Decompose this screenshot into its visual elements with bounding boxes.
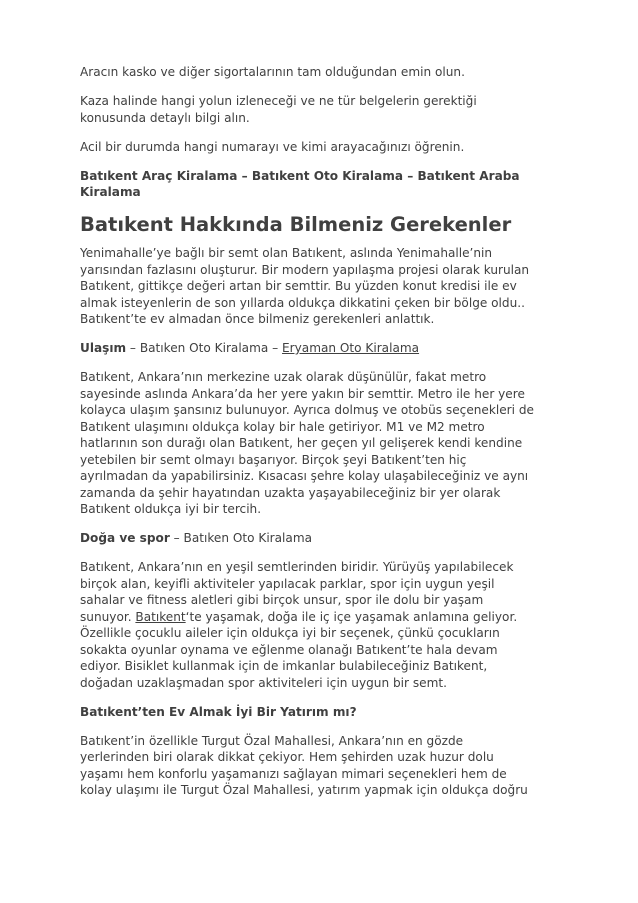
- transport-mid: – Batıken Oto Kiralama –: [126, 341, 283, 355]
- text-line: Kaza halinde hangi yolun izleneceği ve ne tür belgelerin gerektiği: [80, 94, 477, 108]
- nature-mid: – Batıken Oto Kiralama: [169, 531, 313, 545]
- text-line: Batıkent Araç Kiralama – Batıkent Oto Kiralama – Batıkent Araba: [80, 168, 520, 183]
- text-line: kolayca ulaşım şansınız bulunuyor. Ayrıca dolmuş ve otobüs seçenekleri de: [80, 403, 534, 417]
- text-line: sahalar ve fitness aletleri gibi birçok unsur, spor ile dolu bir yaşam: [80, 593, 484, 607]
- text-line: Batıkent’ten Ev Almak İyi Bir Yatırım mı?: [80, 704, 357, 719]
- text-line: almak isteyenlerin de son yıllarda oldukça dikkatini çeken bir bölge oldu..: [80, 295, 525, 310]
- paragraph-intro: [80, 245, 570, 328]
- text-line: Özellikle çocuklu aileler için oldukça iyi bir seçenek, çünkü çocukların: [80, 626, 500, 640]
- text-line: [80, 340, 570, 357]
- text-line: Batıkent, Ankara’nın merkezine uzak olarak düşünülür, fakat metro: [80, 370, 487, 384]
- text-line: yetebilen bir semt olmayı başarıyor. Birçok şeyi Batıkent’ten hiç: [80, 452, 467, 467]
- text-line: yaşamı hem konforlu yaşamanızı sağlayan mimari seçenekleri hem de: [80, 766, 507, 781]
- text-line: ediyor. Bisiklet kullanmak için de imkanlar bulabileceğiniz Batıkent,: [80, 659, 488, 673]
- text-line: Batıkent, gittikçe değeri artan bir semttir. Bu yüzden konut kredisi ile ev: [80, 279, 517, 293]
- text-line: Batıkent, Ankara’nın en yeşil semtlerinden biridir. Yürüyüş yapılabilecek: [80, 560, 514, 574]
- text-line: Acil bir durumda hangi numarayı ve kimi arayacağınızı öğrenin.: [80, 139, 465, 154]
- text-line: konusunda detaylı bilgi alın.: [80, 110, 250, 125]
- paragraph-investment: [80, 733, 570, 799]
- text-line: Batıkent ulaşımını oldukça kolay bir hale getiriyor. M1 ve M2 metro: [80, 419, 485, 434]
- transport-subheading: [80, 340, 570, 357]
- text-line: [80, 609, 570, 626]
- text-line: ayrılmadan da yapabilirsiniz. Kısacası şehre kolay ulaşabileceğiniz ve aynı: [80, 469, 529, 483]
- investment-subheading: [80, 704, 570, 721]
- text-line: Batıkent’te ev almadan önce bilmeniz gerekenleri anlattık.: [80, 312, 435, 326]
- eryaman-oto-kiralama-link[interactable]: Eryaman Oto Kiralama: [282, 341, 420, 355]
- paragraph-accident: [80, 93, 570, 126]
- text-line: sayesinde aslında Ankara’da her yere yakın bir semttir. Metro ile her yere: [80, 386, 525, 401]
- paragraph-nature: [80, 559, 570, 691]
- text-line: Batıkent’in özellikle Turgut Özal Mahallesi, Ankara’nın en gözde: [80, 733, 464, 748]
- batikent-link[interactable]: Batıkent: [135, 609, 186, 624]
- text-line: kolay ulaşımı ile Turgut Özal Mahallesi, yatırım yapmak için oldukça doğru: [80, 783, 528, 797]
- text-line: Kiralama: [80, 185, 141, 199]
- transport-title: Ulaşım: [80, 341, 127, 355]
- nature-subheading: [80, 530, 570, 547]
- text-line: sokakta oyunlar oynama ve eğlenme olanağı Batıkent’te hala devam: [80, 642, 498, 657]
- text-line: [80, 530, 570, 547]
- text-line: Batıkent oldukça iyi bir tercih.: [80, 502, 262, 516]
- text-line: zamanda da şehir hayatından uzakta yaşayabileceğiniz bir yer olarak: [80, 485, 501, 500]
- text-line: Aracın kasko ve diğer sigortalarının tam olduğundan emin olun.: [80, 65, 465, 79]
- nature-l4-pre: sunuyor.: [80, 609, 136, 624]
- text-line: doğadan uzaklaşmadan spor aktiviteleri için uygun bir semt.: [80, 675, 447, 690]
- paragraph-insurance: [80, 64, 570, 81]
- text-line: birçok alan, keyifli aktiviteler yapılacak parklar, spor için uygun yeşil: [80, 576, 495, 591]
- text-line: yerlerinden biri olarak dikkat çekiyor. Hem şehirden uzak huzur dolu: [80, 750, 494, 764]
- keywords-paragraph: [80, 168, 570, 201]
- text-line: hatlarının son durağı olan Batıkent, her geçen yıl gelişerek kendi kendine: [80, 436, 523, 450]
- text-line: Yenimahalle’ye bağlı bir semt olan Batıkent, aslında Yenimahalle’nin: [80, 246, 493, 260]
- text-line: yarısından fazlasını oluşturur. Bir modern yapılaşma projesi olarak kurulan: [80, 262, 530, 277]
- document-body: [80, 64, 570, 811]
- paragraph-transport: [80, 369, 570, 518]
- section-heading: Batıkent Hakkında Bilmeniz Gerekenler: [80, 213, 512, 236]
- paragraph-emergency: [80, 139, 570, 156]
- nature-l4-post: ‘te yaşamak, doğa ile iç içe yaşamak anlamına geliyor.: [185, 609, 518, 624]
- nature-title: Doğa ve spor: [80, 531, 170, 545]
